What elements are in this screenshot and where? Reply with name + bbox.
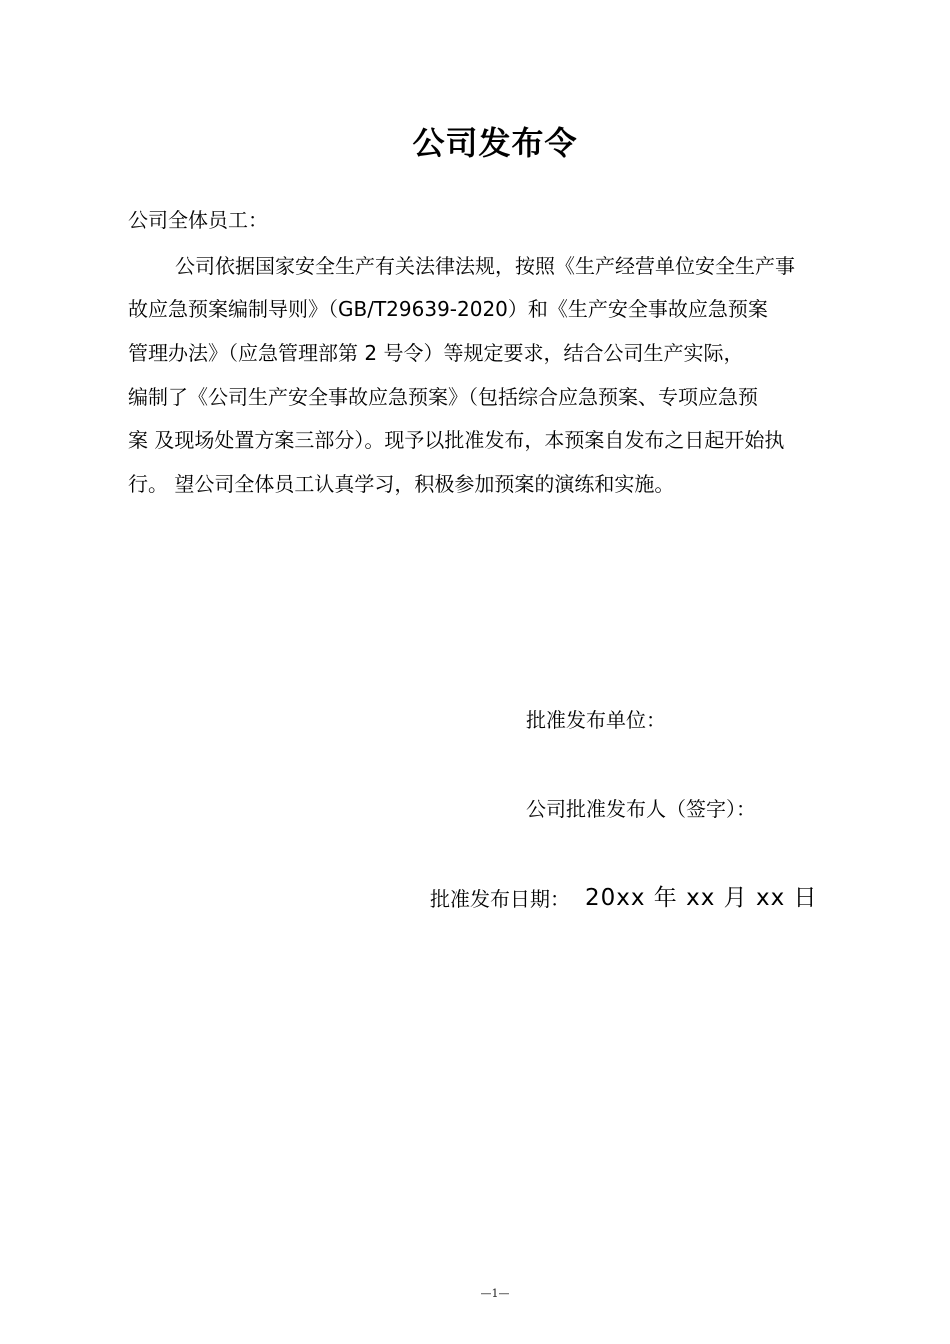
body-line: 管理办法》（应急管理部第 2 号令）等规定要求，结合公司生产实际， <box>128 341 744 365</box>
body-line: 编制了《公司生产安全事故应急预案》（包括综合应急预案、专项应急预 <box>128 385 758 409</box>
approval-unit-label: 批准发布单位： <box>526 708 666 732</box>
approval-date-value: 20xx 年 xx 月 xx 日 <box>585 885 818 911</box>
page-number: —1— <box>480 1287 510 1300</box>
greeting-line: 公司全体员工： <box>128 208 268 232</box>
document-title: 公司发布令 <box>412 124 578 162</box>
body-line: 案 及现场处置方案三部分）。现予以批准发布，本预案自发布之日起开始执 <box>128 428 785 452</box>
approval-date-label: 批准发布日期： <box>430 887 570 911</box>
approver-signature-label: 公司批准发布人（签字）： <box>526 797 756 821</box>
body-line: 故应急预案编制导则》（GB/T29639-2020）和《生产安全事故应急预案 <box>128 297 768 321</box>
body-line: 行。 望公司全体员工认真学习，积极参加预案的演练和实施。 <box>128 472 675 496</box>
body-line: 公司依据国家安全生产有关法律法规，按照《生产经营单位安全生产事 <box>175 254 795 278</box>
